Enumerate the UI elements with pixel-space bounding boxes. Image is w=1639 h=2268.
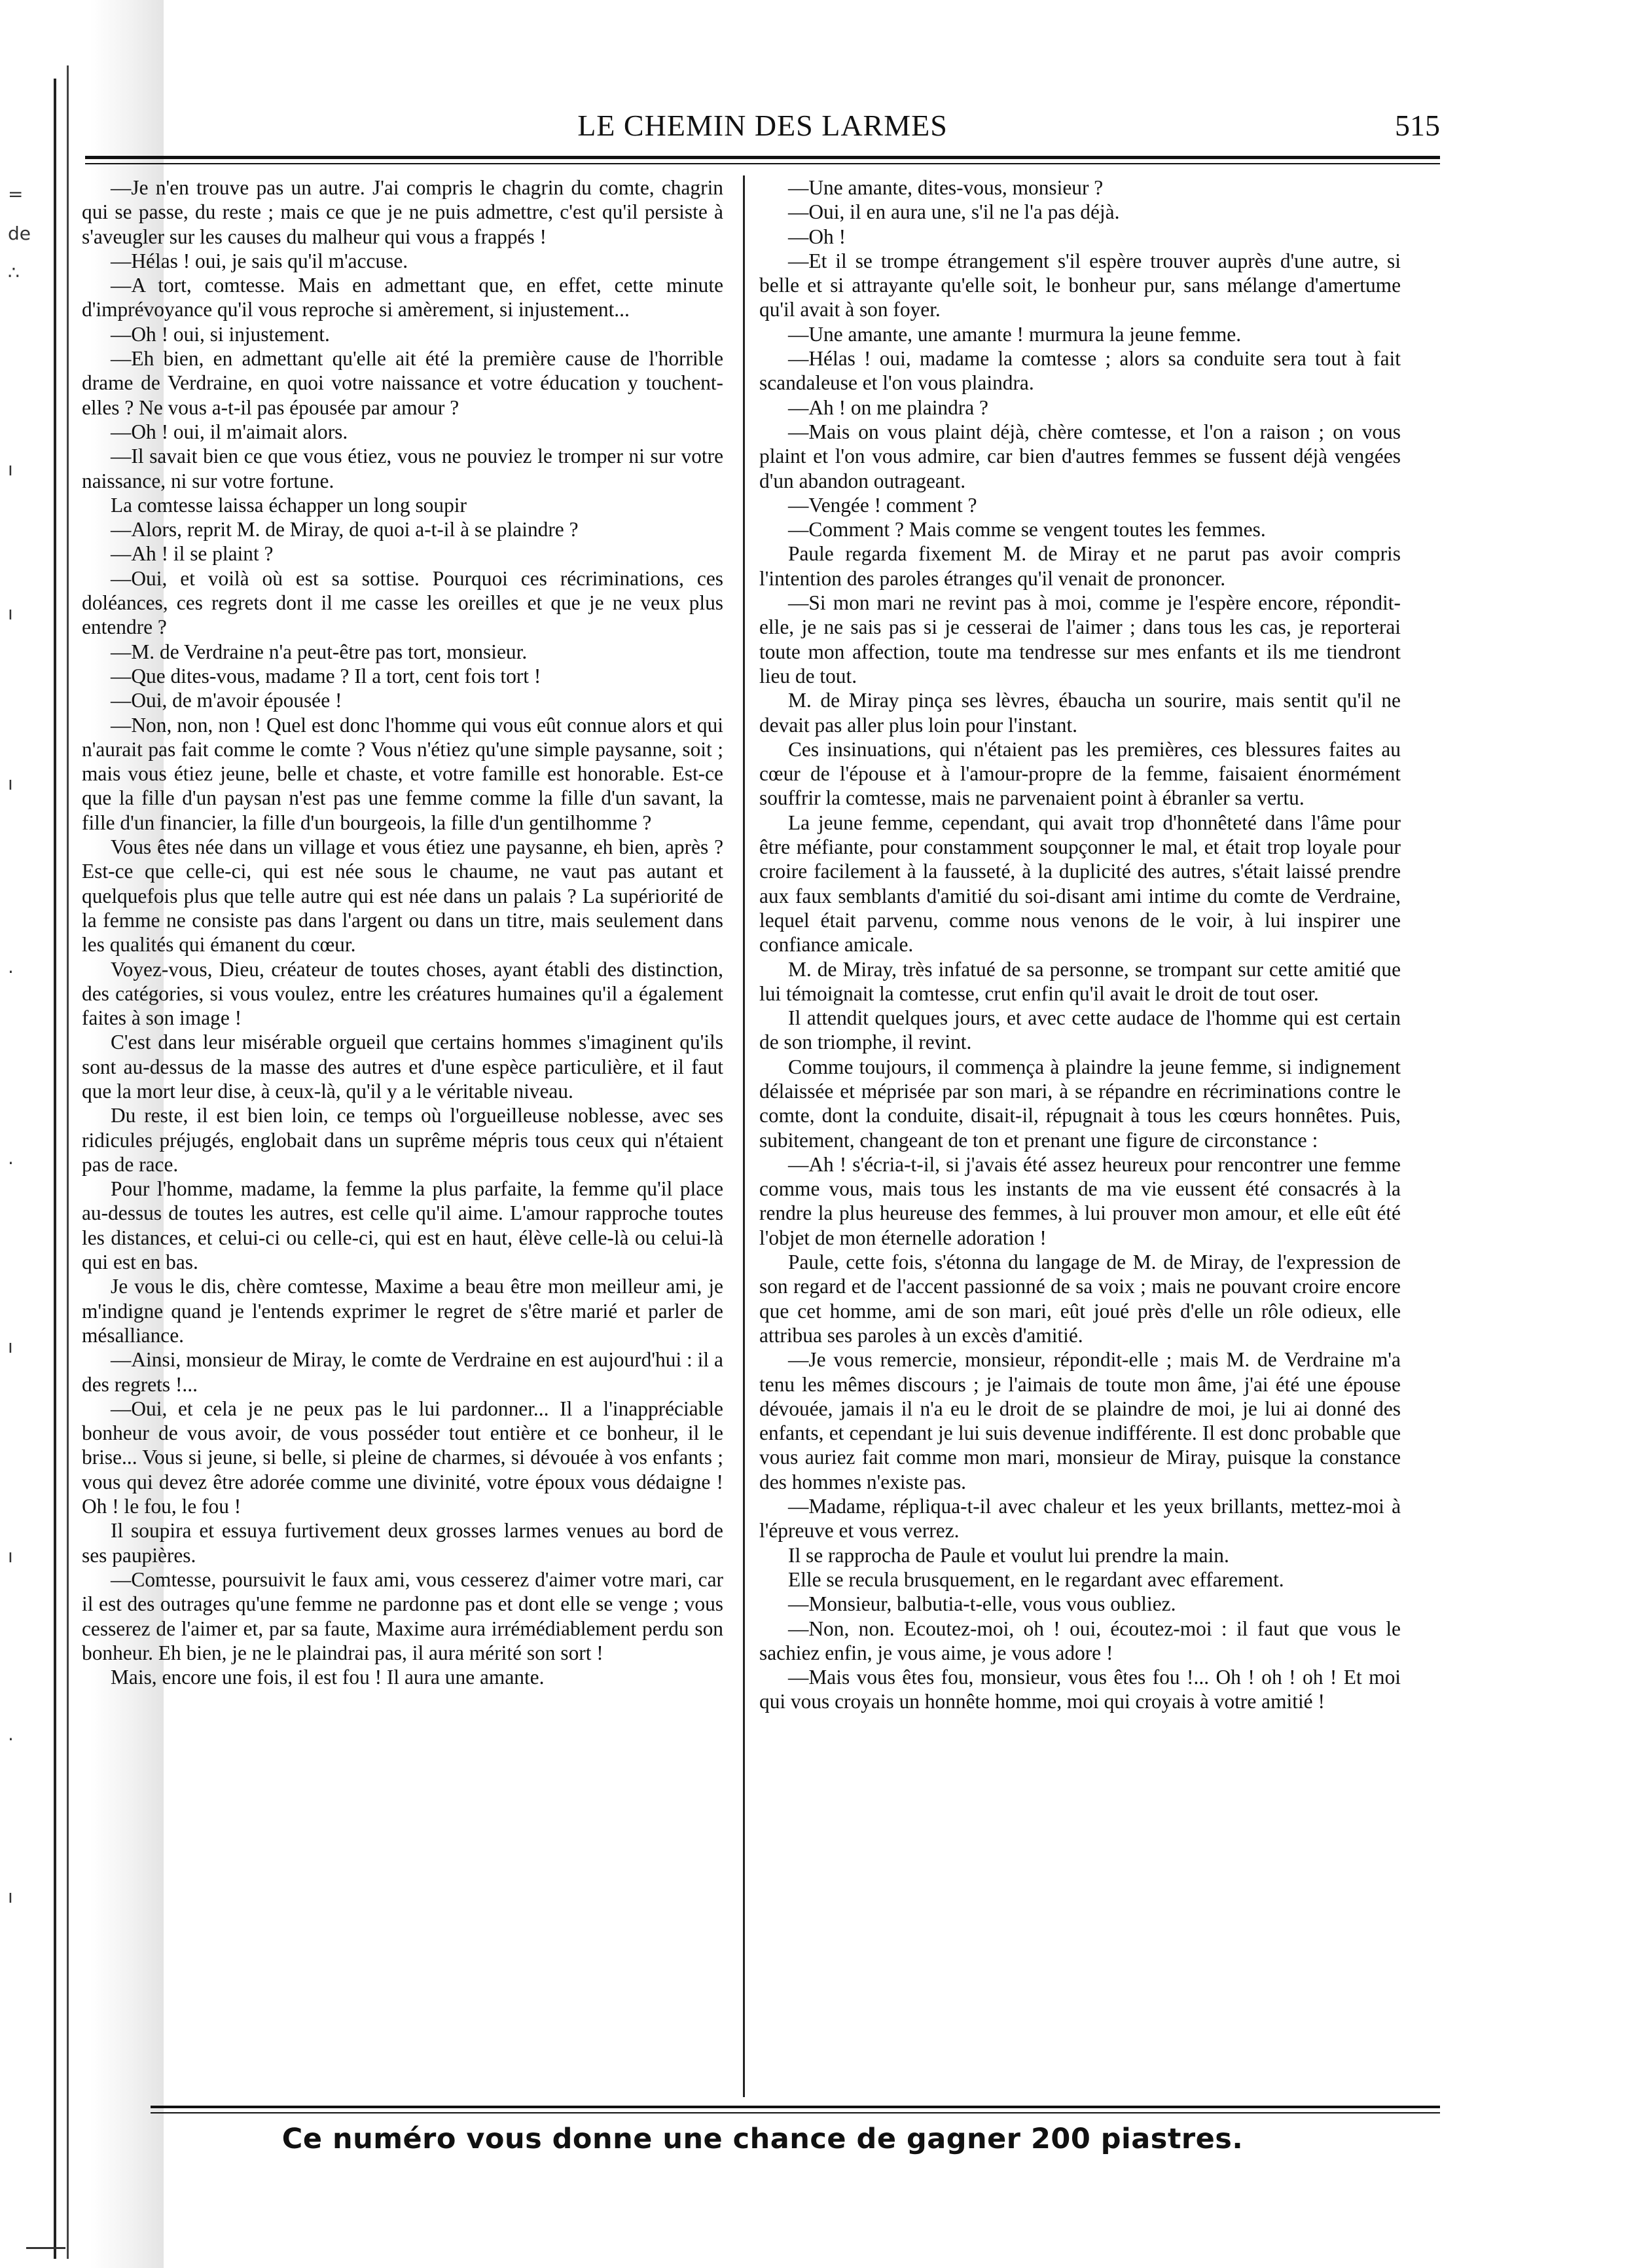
paragraph: —Si mon mari ne revint pas à moi, comme je l'espère encore, répondit-elle, je ne sais pas si je cesserai de l'aimer ; dans tous les cas, je reporterai toute mon affection, toute ma tendresse sur mes enfants et ils me tiendront lieu de tout.: [759, 591, 1401, 687]
paragraph: —Oh ! oui, il m'aimait alors.: [111, 420, 348, 443]
scan-binding-line-secondary: [67, 65, 69, 2259]
page-header: [85, 108, 1440, 147]
paragraph: M. de Miray pinça ses lèvres, ébaucha un sourire, mais sentit qu'il ne devait pas aller plus loin pour l'instant.: [759, 689, 1401, 737]
page-number: 515: [1395, 109, 1440, 142]
paragraph: Pour l'homme, madame, la femme la plus parfaite, la femme qu'il place au-dessus de toutes les autres, est celle qu'il aime. L'amour rapproche toutes les distances, et celui-ci ou celle-ci, qui est en haut, élève celle-là ou celui-là qui est en bas.: [82, 1177, 723, 1274]
paragraph: —Une amante, une amante ! murmura la jeune femme.: [788, 322, 1242, 346]
paragraph: Ces insinuations, qui n'étaient pas les premières, ces blessures faites au cœur de l'épouse et à l'amour-propre de la femme, faisaient énormément souffrir la comtesse, mais ne parvenaient point à ébranler sa vertu.: [759, 737, 1401, 810]
paragraph: —Et il se trompe étrangement s'il espère trouver auprès d'une autre, si belle et si attrayante qu'elle soit, le bonheur pur, sans mélange d'amertume qu'il avait à son foyer.: [759, 249, 1401, 321]
paragraph: —Non, non. Ecoutez-moi, oh ! oui, écoutez-moi : il faut que vous le sachiez enfin, je vous aime, je vous adore !: [759, 1617, 1401, 1664]
paragraph: —Ah ! on me plaindra ?: [788, 395, 988, 419]
paragraph: Elle se recula brusquement, en le regardant avec effarement.: [788, 1567, 1284, 1591]
header-rule: [85, 156, 1440, 159]
paragraph: —Non, non, non ! Quel est donc l'homme qui vous eût connue alors et qui n'aurait pas fait comme le comte ? Vous n'étiez qu'une simple paysanne, soit ; mais vous étiez jeune, belle et chaste, et votre famille est honorable. Est-ce que la fille d'un paysan n'est pas une femme comme la fille d'un savant, la fille d'un financier, la fille d'un bourgeois, la fille d'un gentilhomme ?: [82, 713, 723, 834]
paragraph: —Je n'en trouve pas un autre. J'ai compris le chagrin du comte, chagrin qui se passe, du reste ; mais ce que je ne puis admettre, c'est qu'il persiste à s'aveugler sur les causes du malheur qui vous a frappés !: [82, 176, 723, 248]
running-title: LE CHEMIN DES LARMES: [577, 109, 948, 142]
paragraph: Mais, encore une fois, il est fou ! Il aura une amante.: [111, 1666, 545, 1689]
paragraph: Paule, cette fois, s'étonna du langage de M. de Miray, de l'expression de son regard et de l'accent passionné de sa voix ; mais ne pouvant croire encore que cet homme, ami de son mari, eût joué près d'elle un rôle odieux, elle attribua ses paroles à un excès d'amitié.: [759, 1251, 1401, 1347]
paragraph: —Je vous remercie, monsieur, répondit-elle ; mais M. de Verdraine m'a tenu les mêmes discours ; je l'aimais de toute mon âme, j'ai été une épouse dévouée, jamais il n'a eu le droit de se plaindre de moi, je lui ai donné des enfants, et cependant je lui suis devenue indifférente. Il est donc probable que vous auriez fait comme mon mari, monsieur de Miray, puisque la constance des hommes n'existe pas.: [759, 1348, 1401, 1493]
paragraph: —Oh ! oui, si injustement.: [111, 322, 330, 346]
paragraph: Vous êtes née dans un village et vous étiez une paysanne, eh bien, après ? Est-ce que celle-ci, qui est née sous le chaume, ne vaut pas autant et quelquefois plus que telle autre qui est née dans un palais ? La supériorité de la femme ne consiste pas dans l'argent ou dans un titre, mais seulement dans les qualités qui émanent du cœur.: [82, 835, 723, 957]
paragraph: —Oui, et cela je ne peux pas le lui pardonner... Il a l'inappréciable bonheur de vous avoir, de vous posséder tout entière et ce bonheur, il le brise... Vous si jeune, si belle, si pleine de charmes, si dévouée à vos enfants ; vous qui devez être adorée comme une divinité, votre époux vous dédaigne ! Oh ! le fou, le fou !: [82, 1397, 723, 1518]
column-divider: [743, 175, 745, 2097]
paragraph: —Eh bien, en admettant qu'elle ait été la première cause de l'horrible drame de Verdraine, en quoi votre naissance et votre éducation y touchent-elles ? Ne vous a-t-il pas épousée par amour ?: [82, 347, 723, 419]
paragraph: Il attendit quelques jours, et avec cette audace de l'homme qui est certain de son triomphe, il revint.: [759, 1006, 1401, 1054]
paragraph: —Comtesse, poursuivit le faux ami, vous cesserez d'aimer votre mari, car il est des outrages qu'une femme ne pardonne pas et dont elle se venge ; vous cesserez de l'aimer et, par sa faute, Maxime aura irrémédiablement perdu son bonheur. Eh bien, je ne le plaindrai pas, il aura mérité son sort !: [82, 1567, 723, 1664]
paragraph: La comtesse laissa échapper un long soupir: [111, 493, 467, 517]
scan-bottom-mark: [26, 2247, 65, 2249]
paragraph: —Mais vous êtes fou, monsieur, vous êtes fou !... Oh ! oh ! oh ! Et moi qui vous croyais un honnête homme, moi qui croyais à votre amitié !: [759, 1666, 1401, 1713]
paragraph: —A tort, comtesse. Mais en admettant que, en effet, cette minute d'imprévoyance qu'il vous reproche si amèrement, si injustement...: [82, 274, 723, 321]
paragraph: Du reste, il est bien loin, ce temps où l'orgueilleuse noblesse, avec ses ridicules préjugés, englobait dans un suprême mépris tous ceux qui n'étaient pas de race.: [82, 1104, 723, 1176]
scan-margin-marks: = de ∴ ı ı ı . · ı ı · ı: [8, 183, 31, 1907]
paragraph: —Il savait bien ce que vous étiez, vous ne pouviez le tromper ni sur votre naissance, ni sur votre fortune.: [82, 445, 723, 492]
paragraph: —Une amante, dites-vous, monsieur ?: [788, 176, 1104, 199]
paragraph: La jeune femme, cependant, qui avait trop d'honnêteté dans l'âme pour être méfiante, pour constamment soupçonner le mal, et était trop loyale pour croire facilement à la fausseté, à la duplicité des autres, s'était laissé prendre aux faux semblants d'amitié du soi-disant ami intime du comte de Verdraine, lequel était parvenu, comme nous venons de le voir, à lui inspirer une confiance amicale.: [759, 811, 1401, 957]
paragraph: C'est dans leur misérable orgueil que certains hommes s'imaginent qu'ils sont au-dessus de la masse des autres et d'une espèce particulière, et il faut que la mort leur dise, à ceux-là, qu'il y a le véritable niveau.: [82, 1031, 723, 1103]
text-column-left: [82, 175, 723, 2100]
paragraph: —Madame, répliqua-t-il avec chaleur et les yeux brillants, mettez-moi à l'épreuve et vous verrez.: [759, 1495, 1401, 1543]
paragraph: —Comment ? Mais comme se vengent toutes les femmes.: [788, 518, 1266, 541]
paragraph: —Vengée ! comment ?: [788, 493, 977, 517]
paragraph: —Monsieur, balbutia-t-elle, vous vous oubliez.: [788, 1592, 1176, 1616]
paragraph: —Hélas ! oui, je sais qu'il m'accuse.: [111, 249, 408, 272]
paragraph: —Mais on vous plaint déjà, chère comtesse, et l'on a raison ; on vous plaint et l'on vous admire, car bien d'autres femmes se fussent déjà vengées d'un abandon outrageant.: [759, 420, 1401, 492]
text-column-right: [759, 175, 1401, 2100]
paragraph: —Hélas ! oui, madame la comtesse ; alors sa conduite sera tout à fait scandaleuse et l'on vous plaindra.: [759, 347, 1401, 395]
paragraph: —Ah ! il se plaint ?: [111, 542, 274, 566]
paragraph: —Oui, et voilà où est sa sottise. Pourquoi ces récriminations, ces doléances, ces regrets dont il me casse les oreilles et que je ne veux plus entendre ?: [82, 566, 723, 639]
paragraph: —Oui, de m'avoir épousée !: [111, 689, 342, 712]
paragraph: —M. de Verdraine n'a peut-être pas tort, monsieur.: [111, 640, 528, 663]
paragraph: —Que dites-vous, madame ? Il a tort, cent fois tort !: [111, 664, 541, 687]
paragraph: Il se rapprocha de Paule et voulut lui prendre la main.: [788, 1543, 1229, 1567]
footer-rule-thin: [151, 2112, 1440, 2113]
paragraph: —Ainsi, monsieur de Miray, le comte de Verdraine en est aujourd'hui : il a des regrets !...: [82, 1348, 723, 1396]
paragraph: Voyez-vous, Dieu, créateur de toutes choses, ayant établi des distinction, des catégories, si vous voulez, entre les créatures humaines qu'il a également faites à son image !: [82, 957, 723, 1030]
paragraph: Je vous le dis, chère comtesse, Maxime a beau être mon meilleur ami, je m'indigne quand je l'entends exprimer le regret de s'être marié et parler de mésalliance.: [82, 1275, 723, 1347]
paragraph: —Ah ! s'écria-t-il, si j'avais été assez heureux pour rencontrer une femme comme vous, mais tous les instants de ma vie eussent été consacrés à la rendre la plus heureuse des femmes, à lui prouver mon amour, et elle eût été l'objet de mon éternelle adoration !: [759, 1152, 1401, 1249]
header-rule-thin: [85, 163, 1440, 164]
paragraph: Paule regarda fixement M. de Miray et ne parut pas avoir compris l'intention des paroles étranges qu'il venait de prononcer.: [759, 542, 1401, 590]
footer-rule: [151, 2106, 1440, 2108]
scan-binding-line: [54, 79, 56, 2259]
paragraph: Il soupira et essuya furtivement deux grosses larmes venues au bord de ses paupières.: [82, 1519, 723, 1567]
paragraph: M. de Miray, très infatué de sa personne, se trompant sur cette amitié que lui témoignait la comtesse, crut enfin qu'il avait le droit de tout oser.: [759, 957, 1401, 1005]
footer-note: Ce numéro vous donne une chance de gagner 200 piastres.: [281, 2123, 1244, 2155]
paragraph: —Alors, reprit M. de Miray, de quoi a-t-il à se plaindre ?: [111, 518, 579, 541]
paragraph: —Oh !: [788, 225, 846, 248]
paragraph: —Oui, il en aura une, s'il ne l'a pas déjà.: [788, 200, 1120, 224]
paragraph: Comme toujours, il commença à plaindre la jeune femme, si indignement délaissée et méprisée par son mari, à se répandre en récriminations contre le comte, dont la conduite, disait-il, répugnait à tous les cœurs honnêtes. Puis, subitement, changeant de ton et prenant une figure de circonstance :: [759, 1055, 1401, 1152]
